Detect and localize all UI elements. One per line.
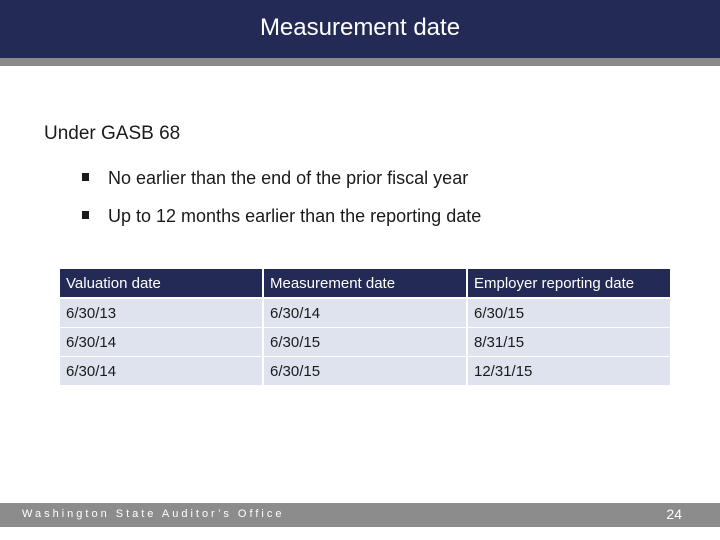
dates-table — [60, 269, 672, 386]
table-cell: 6/30/15 — [264, 328, 468, 357]
footer-bar — [0, 503, 720, 527]
footer-organization: Washington State Auditor’s Office — [22, 508, 285, 520]
column-header-valuation-date: Valuation date — [60, 269, 264, 299]
table-cell: 12/31/15 — [468, 357, 672, 386]
bullet-text: No earlier than the end of the prior fiscal year — [108, 168, 469, 188]
table-cell: 8/31/15 — [468, 328, 672, 357]
column-header-measurement-date: Measurement date — [264, 269, 468, 299]
square-bullet-icon — [82, 173, 89, 181]
table-header-row — [60, 269, 672, 299]
table-row — [60, 328, 672, 357]
bullet-text: Up to 12 months earlier than the reporting date — [108, 206, 482, 226]
section-heading: Under GASB 68 — [44, 123, 181, 144]
bullet-list — [82, 165, 481, 241]
table-cell: 6/30/15 — [264, 357, 468, 386]
table-cell: 6/30/14 — [60, 357, 264, 386]
table-cell: 6/30/13 — [60, 299, 264, 328]
title-divider — [0, 58, 720, 66]
table-row — [60, 299, 672, 328]
title-bar — [0, 0, 720, 58]
table-cell: 6/30/14 — [60, 328, 264, 357]
bullet-item — [82, 203, 481, 241]
square-bullet-icon — [82, 211, 89, 219]
table-cell: 6/30/14 — [264, 299, 468, 328]
table-cell: 6/30/15 — [468, 299, 672, 328]
slide-title: Measurement date — [259, 14, 461, 41]
page-number: 24 — [666, 506, 682, 522]
bullet-item — [82, 165, 481, 203]
table-row — [60, 357, 672, 386]
column-header-employer-reporting-date: Employer reporting date — [468, 269, 672, 299]
